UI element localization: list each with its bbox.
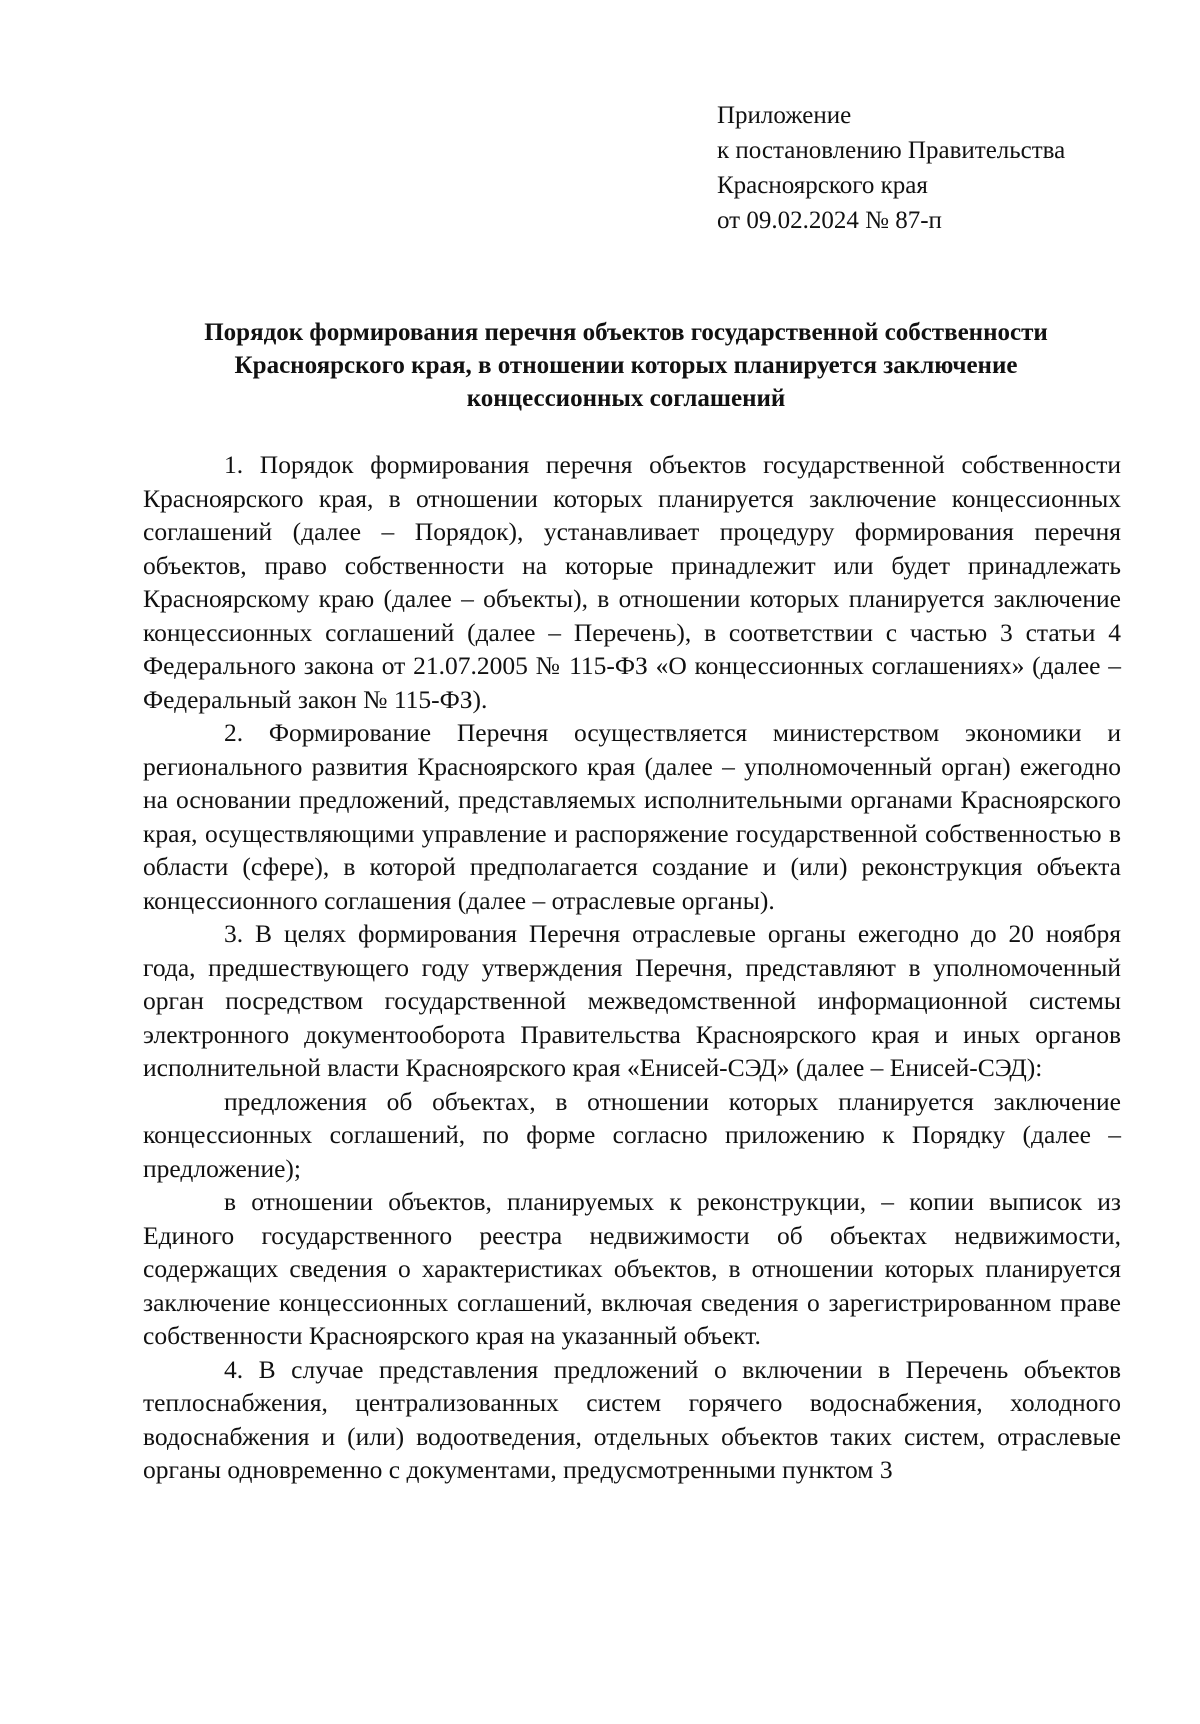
paragraph-3-item-extracts: в отношении объектов, планируемых к реконструкции, – копии выписок из Единого государственного реестра недвижимости об объектах недвижимости, содержащих сведения о характеристиках объектов, в отношении которых планируется заключение концессионных соглашений, включая сведения о зарегистрированном праве собственности Красноярского края на указанный объект.: [143, 1187, 1121, 1350]
appendix-line: Приложение: [717, 102, 852, 129]
title-line: Порядок формирования перечня объектов государственной собственности: [204, 319, 1048, 346]
title-line: Красноярского края, в отношении которых планируется заключение: [234, 352, 1018, 379]
appendix-header: [717, 98, 1065, 238]
title-line: концессионных соглашений: [466, 385, 786, 412]
document-body: [143, 448, 1121, 1487]
paragraph-2: 2. Формирование Перечня осуществляется министерством экономики и регионального развития Красноярского края (далее – уполномоченный орган) ежегодно на основании предложений, представляемых исполнительными органами Красноярского края, осуществляющими управление и распоряжение государственной собственностью в области (сфере), в которой предполагается создание и (или) реконструкция объекта концессионного соглашения (далее – отраслевые органы).: [143, 718, 1121, 915]
paragraph-4: 4. В случае представления предложений о включении в Перечень объектов теплоснабжения, централизованных систем горячего водоснабжения, холодного водоснабжения и (или) водоотведения, отдельных объектов таких систем, отраслевые органы одновременно с документами, предусмотренными пунктом 3: [143, 1354, 1121, 1484]
document-title: [130, 316, 1122, 415]
paragraph-3-item-proposals: предложения об объектах, в отношении которых планируется заключение концессионных соглашений, по форме согласно приложению к Порядку (далее – предложение);: [143, 1086, 1121, 1183]
appendix-line: к постановлению Правительства: [717, 137, 1066, 164]
appendix-line: Красноярского края: [717, 172, 928, 199]
paragraph-1: 1. Порядок формирования перечня объектов государственной собственности Красноярского края, в отношении которых планируется заключение концессионных соглашений (далее – Порядок), устанавливает процедуру формирования перечня объектов, право собственности на которые принадлежит или будет принадлежать Красноярскому краю (далее – объекты), в отношении которых планируется заключение концессионных соглашений (далее – Перечень), в соответствии с частью 3 статьи 4 Федерального закона от 21.07.2005 № 115-ФЗ «О концессионных соглашениях» (далее – Федеральный закон № 115-ФЗ).: [143, 450, 1121, 714]
appendix-date-number: от 09.02.2024 № 87-п: [717, 207, 942, 234]
paragraph-3: 3. В целях формирования Перечня отраслевые органы ежегодно до 20 ноября года, предшествующего году утверждения Перечня, представляют в уполномоченный орган посредством государственной межведомственной информационной системы электронного документооборота Правительства Красноярского края и иных органов исполнительной власти Красноярского края «Енисей-СЭД» (далее – Енисей-СЭД):: [143, 919, 1121, 1082]
